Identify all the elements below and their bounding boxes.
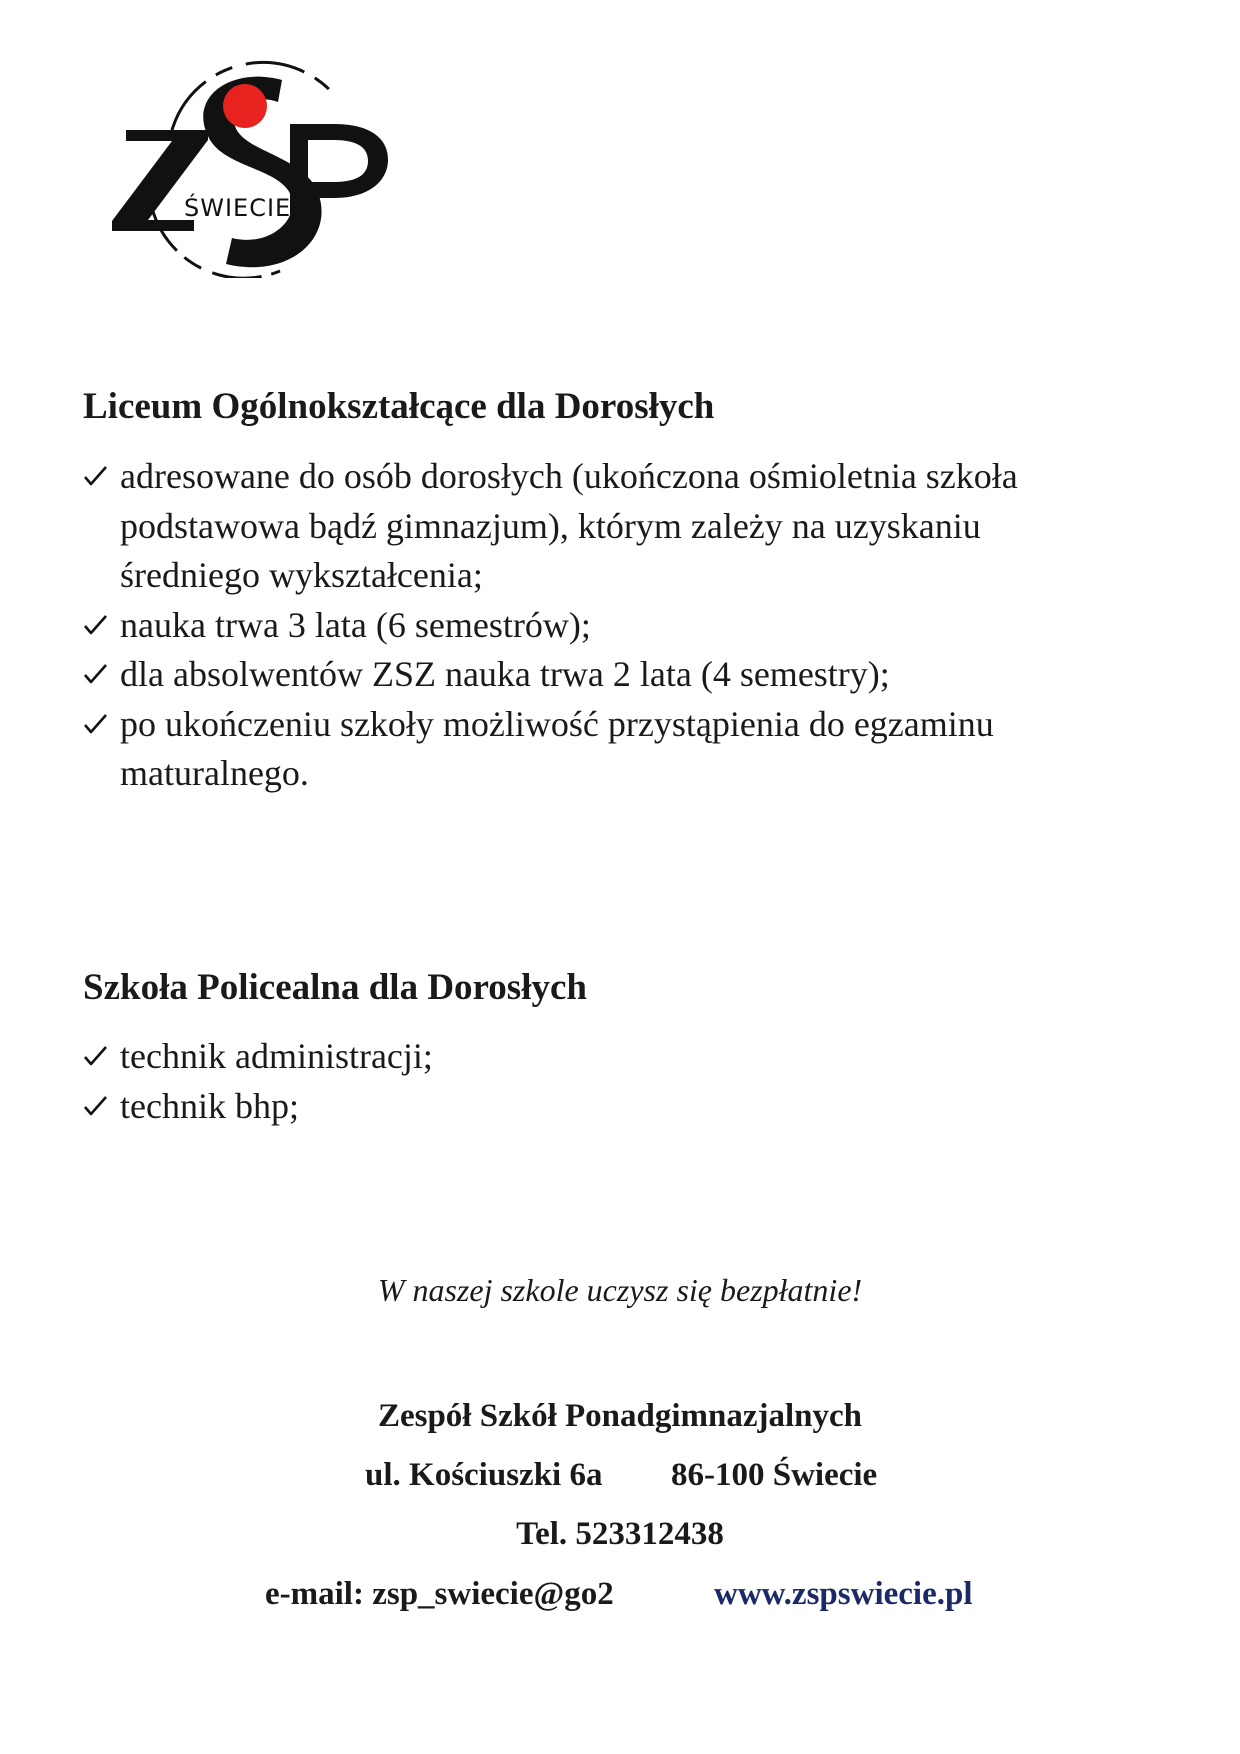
list-item bbox=[83, 1032, 783, 1082]
liceum-feature-list bbox=[83, 452, 1083, 799]
checkmark-icon bbox=[83, 700, 113, 736]
school-name: Zespół Szkół Ponadgimnazjalnych bbox=[377, 1398, 863, 1434]
zsp-logo-icon bbox=[112, 58, 394, 278]
postal-city: 86-100 Świecie bbox=[671, 1457, 878, 1493]
policealna-feature-list bbox=[83, 1032, 783, 1131]
school-logo bbox=[112, 58, 394, 278]
list-item bbox=[83, 650, 1083, 700]
checkmark-icon bbox=[83, 1082, 113, 1118]
red-dot-icon bbox=[223, 84, 267, 128]
checkmark-icon bbox=[83, 1032, 113, 1068]
phone-number: Tel. 523312438 bbox=[516, 1516, 724, 1552]
list-item-text: technik administracji; bbox=[120, 1036, 433, 1076]
slogan: W naszej szkole uczysz się bezpłatnie! bbox=[377, 1272, 863, 1308]
list-item-text: technik bhp; bbox=[120, 1085, 299, 1126]
email-address: e-mail: zsp_swiecie@go2 bbox=[265, 1576, 614, 1612]
checkmark-icon bbox=[83, 452, 113, 488]
section-title-liceum: Liceum Ogólnokształcące dla Dorosłych bbox=[83, 386, 715, 427]
list-item bbox=[83, 601, 1083, 651]
checkmark-icon bbox=[83, 650, 113, 686]
list-item-text: po ukończeniu szkoły możliwość przystąpienia do egzaminu maturalnego. bbox=[120, 703, 994, 793]
website-link[interactable]: www.zspswiecie.pl bbox=[714, 1576, 973, 1612]
logo-subtitle: ŚWIECIE bbox=[184, 194, 292, 222]
section-title-policealna: Szkoła Policealna dla Dorosłych bbox=[83, 967, 587, 1008]
list-item bbox=[83, 700, 1083, 799]
checkmark-icon bbox=[83, 601, 113, 637]
list-item-text: nauka trwa 3 lata (6 semestrów); bbox=[120, 604, 591, 645]
list-item-text: adresowane do osób dorosłych (ukończona ośmioletnia szkoła podstawowa bądź gimnazjum), którym zależy na uzyskaniu średniego wykształcenia; bbox=[120, 456, 1018, 595]
list-item bbox=[83, 452, 1083, 601]
list-item-text: dla absolwentów ZSZ nauka trwa 2 lata (4 semestry); bbox=[120, 654, 890, 694]
list-item bbox=[83, 1082, 783, 1132]
street-address: ul. Kościuszki 6a bbox=[365, 1457, 603, 1493]
